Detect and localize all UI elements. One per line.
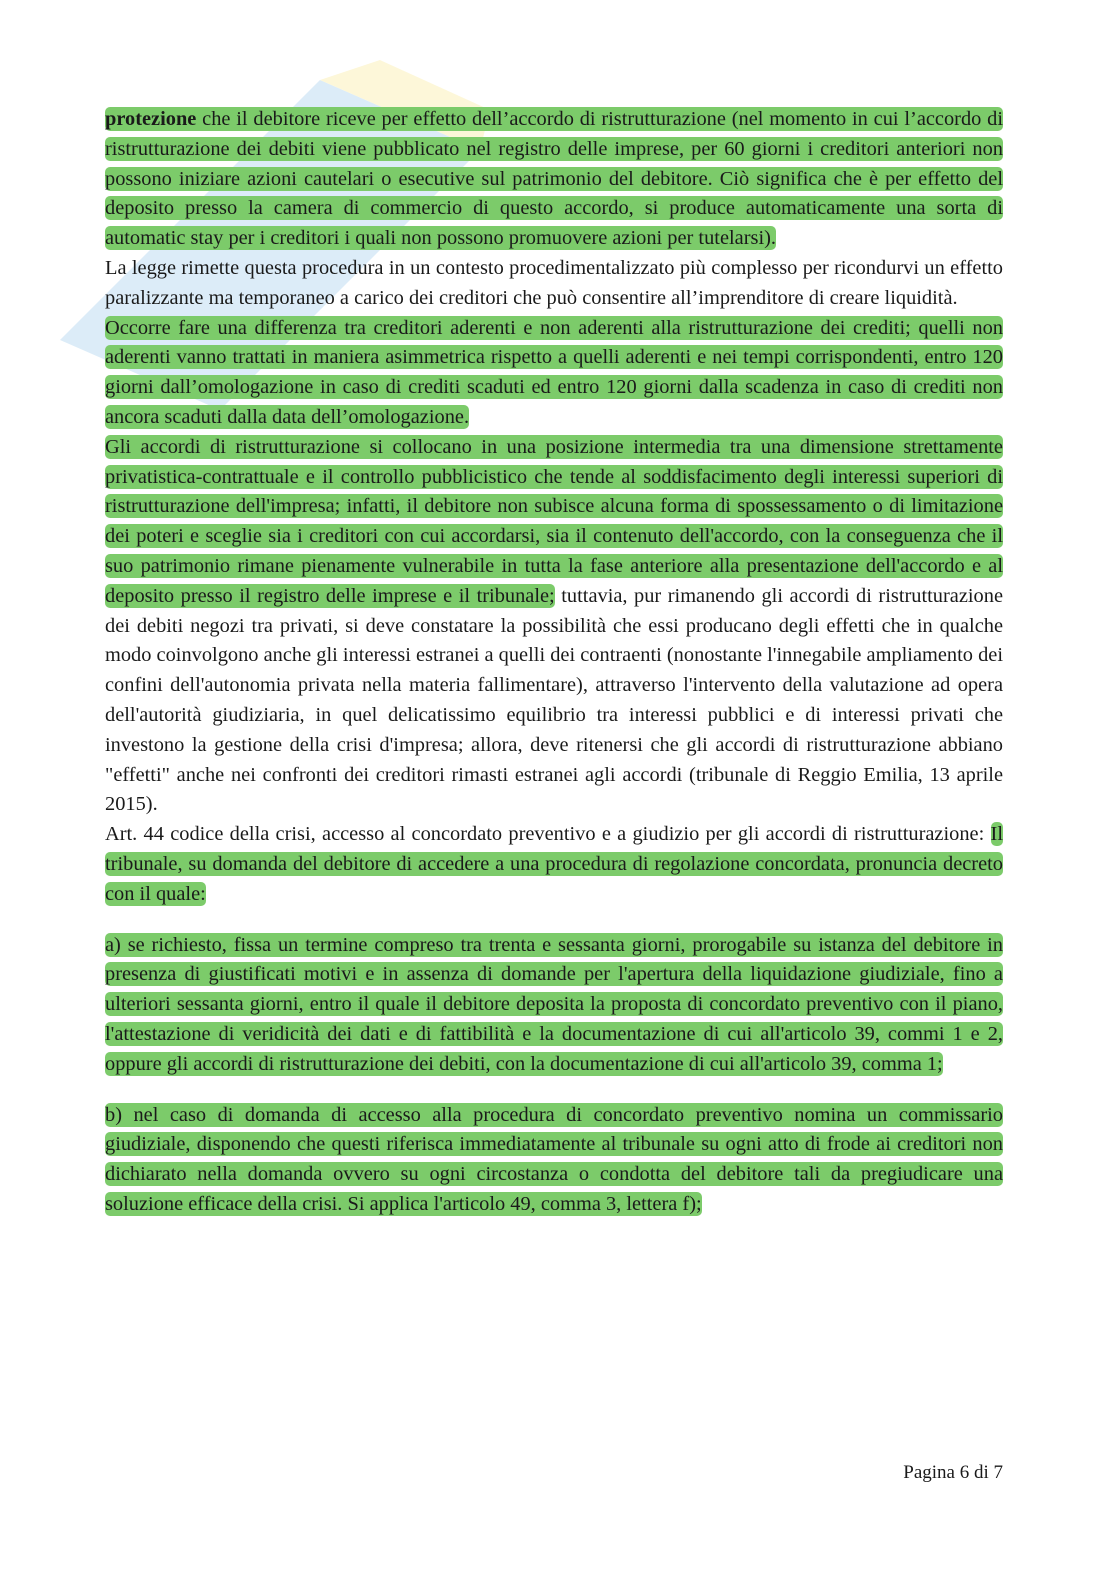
bold-term: protezione [105,108,197,130]
list-item-a [105,931,1003,1080]
list-item-a-text: a) se richiesto, fissa un termine compreso tra trenta e sessanta giorni, prorogabile su istanza del debitore in presenza di giustificati motivi e in assenza di domande per l'apertura della liquidazione giudiziale, fino a ulteriori sessanta giorni, entro il quale il debitore deposita la proposta di concordato preventivo con il piano, l'attestazione di veridicità dei dati e di fattibilità e la documentazione di cui all'articolo 39, commi 1 e 2, oppure gli accordi di ristrutturazione dei debiti, con la documentazione di cui all'articolo 39, comma 1; [105,933,1003,1075]
paragraph-4-text: tuttavia, pur rimanendo gli accordi di ristrutturazione dei debiti negozi tra privati, si deve constatare la possibilità che essi producano degli effetti che in qualche modo coinvolgono anche gli interessi estranei a quelli dei contraenti (nonostante l'innegabile ampliamento dei confini dell'autonomia privata nella materia fallimentare), attraverso l'intervento della valutazione ad opera dell'autorità giudiziaria, in quel delicatissimo equilibrio tra interessi pubblici e di interessi privati che investono la gestione della crisi d'impresa; allora, deve ritenersi che gli accordi di ristrutturazione abbiano "effetti" anche nei confronti dei creditori rimasti estranei agli accordi (tribunale di Reggio Emilia, 13 aprile 2015). [105,584,1003,816]
paragraph-4 [105,433,1003,820]
paragraph-5 [105,820,1003,909]
paragraph-3-text: Occorre fare una differenza tra creditori aderenti e non aderenti alla ristrutturazione dei crediti; quelli non aderenti vanno trattati in maniera asimmetrica rispetto a quelli aderenti e nei tempi corrispondenti, entro 120 giorni dall’omologazione in caso di crediti scaduti ed entro 120 giorni dalla scadenza in caso di crediti non ancora scaduti dalla data dell’omologazione. [105,316,1003,428]
paragraph-2 [105,254,1003,314]
paragraph-5-text: Art. 44 codice della crisi, accesso al concordato preventivo e a giudizio per gli accordi di ristrutturazione: [105,823,991,846]
paragraph-3 [105,314,1003,433]
paragraph-1 [105,105,1003,254]
spacer [105,1080,1003,1101]
paragraph-2-text: La legge rimette questa procedura in un contesto procedimentalizzato più complesso per ricondurvi un effetto paralizzante ma temporaneo a carico dei creditori che può consentire all’imprenditore di creare liquidità. [105,256,1003,309]
paragraph-1-text: che il debitore riceve per effetto dell’accordo di ristrutturazione (nel momento in cui l’accordo di ristrutturazione dei debiti viene pubblicato nel registro delle imprese, per 60 giorni i creditori anteriori non possono iniziare azioni cautelari o esecutive sul patrimonio del debitore. Ciò significa che è per effetto del deposito presso la camera di commercio di questo accordo, si produce automaticamente una sorta di automatic stay per i creditori i quali non possono promuovere azioni per tutelarsi). [105,108,1003,250]
page-number: Pagina 6 di 7 [903,1462,1003,1483]
spacer [105,910,1003,931]
paragraph-5-highlight: Il tribunale, su domanda del debitore di accedere a una procedura di regolazione concordata, pronuncia decreto con il quale: [105,823,1003,905]
document-body [105,105,1003,1220]
list-item-b-text: b) nel caso di domanda di accesso alla procedura di concordato preventivo nomina un commissario giudiziale, disponendo che questi riferisca immediatamente al tribunale su ogni atto di frode ai creditori non dichiarato nella domanda ovvero su ogni circostanza o condotta del debitore tali da pregiudicare una soluzione efficace della crisi. Si applica l'articolo 49, comma 3, lettera f); [105,1103,1003,1215]
highlight-1 [105,107,1003,250]
paragraph-4-highlight: Gli accordi di ristrutturazione si collocano in una posizione intermedia tra una dimensione strettamente privatistica-contrattuale e il controllo pubblicistico che tende al soddisfacimento degli interessi superiori di ristrutturazione dell'impresa; infatti, il debitore non subisce alcuna forma di spossessamento o di limitazione dei poteri e sceglie sia i creditori con cui accordarsi, sia il contenuto dell'accordo, con la conseguenza che il suo patrimonio rimane pienamente vulnerabile in tutta la fase anteriore alla presentazione dell'accordo e al deposito presso il registro delle imprese e il tribunale; [105,435,1003,607]
list-item-b [105,1101,1003,1220]
